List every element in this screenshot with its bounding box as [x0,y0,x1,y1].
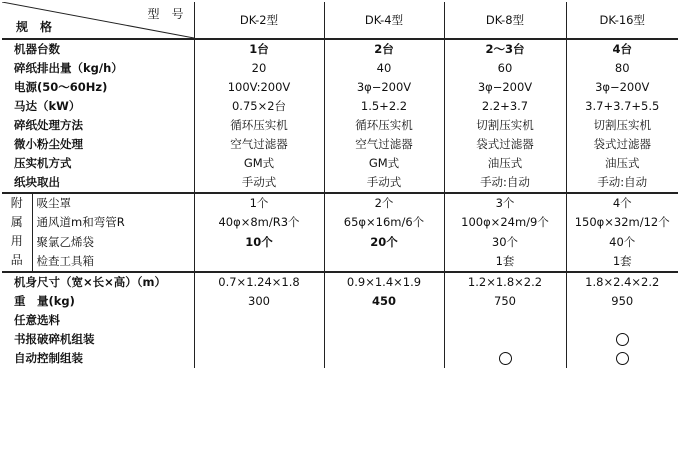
main-spec-section [2,39,678,193]
main-spec-value-cell: 3φ−200V [566,78,678,97]
accessory-value-cell: 30个 [444,232,566,251]
accessory-value-cell: 1个 [194,193,324,213]
main-spec-value-cell: 3.7+3.7+5.5 [566,97,678,116]
main-spec-value-cell: 循环压实机 [324,116,444,135]
bottom-spec-value-cell [194,311,324,330]
bottom-spec-value-cell: 300 [194,292,324,311]
circle-mark-icon [616,352,629,365]
accessory-row [2,213,678,232]
bottom-spec-value-cell [566,311,678,330]
main-spec-value-cell: 切割压实机 [444,116,566,135]
bottom-spec-value-cell: 0.7×1.24×1.8 [194,272,324,292]
accessories-group-label [2,193,32,272]
main-spec-value-cell: 2.2+3.7 [444,97,566,116]
accessory-row [2,193,678,213]
main-spec-label: 马达（kW） [14,99,81,113]
main-spec-value-cell: 0.75×2台 [194,97,324,116]
accessory-label: 检查工具箱 [32,252,194,272]
bottom-spec-value-cell [194,349,324,368]
accessory-row [2,252,678,272]
accessory-value-cell: 2个 [324,193,444,213]
accessory-label: 吸尘罩 [32,193,194,213]
bottom-spec-row [2,272,678,292]
main-spec-value-cell: GM式 [194,154,324,173]
accessory-value-cell: 1套 [566,252,678,272]
main-spec-value-cell: 2～3台 [444,39,566,59]
bottom-spec-label: 机身尺寸（宽×长×高）（m） [14,275,167,289]
bottom-spec-label: 自动控制组装 [14,351,83,365]
bottom-spec-value-cell [444,330,566,349]
bottom-spec-row [2,311,678,330]
bottom-spec-row [2,330,678,349]
bottom-spec-value-cell: 750 [444,292,566,311]
main-spec-label: 机器台数 [14,42,60,56]
bottom-spec-row [2,349,678,368]
accessory-value-cell: 1套 [444,252,566,272]
accessory-value-cell [324,252,444,272]
circle-mark-icon [499,352,512,365]
model-header-3: DK-8型 [444,2,566,39]
bottom-spec-value-cell: 1.2×1.8×2.2 [444,272,566,292]
main-spec-row [2,154,678,173]
model-header-label: 型 号 [147,7,184,21]
main-spec-row [2,116,678,135]
main-spec-value-cell: 袋式过滤器 [566,135,678,154]
main-spec-value-cell: 3φ−200V [444,78,566,97]
main-spec-label: 压实机方式 [14,156,72,170]
main-spec-row [2,78,678,97]
main-spec-value-cell: 袋式过滤器 [444,135,566,154]
main-spec-label: 碎纸排出量（kg/h） [14,61,123,75]
main-spec-label: 电源(50～60Hz) [14,80,108,94]
bottom-spec-value-cell: 950 [566,292,678,311]
spec-table [2,2,678,368]
main-spec-value-cell: 40 [324,59,444,78]
accessory-value-cell: 10个 [194,232,324,251]
bottom-spec-row [2,292,678,311]
main-spec-value-cell: 4台 [566,39,678,59]
model-header-1: DK-2型 [194,2,324,39]
accessory-row [2,232,678,251]
accessory-value-cell: 40个 [566,232,678,251]
bottom-spec-value-cell: 1.8×2.4×2.2 [566,272,678,292]
accessories-group-text: 附属用品 [10,196,23,267]
main-spec-value-cell: 油压式 [444,154,566,173]
accessory-value-cell: 4个 [566,193,678,213]
spec-header-label: 规 格 [16,20,53,34]
main-spec-value-cell: 空气过滤器 [194,135,324,154]
main-spec-row [2,59,678,78]
accessory-value-cell: 3个 [444,193,566,213]
main-spec-row [2,97,678,116]
main-spec-value-cell: 3φ−200V [324,78,444,97]
bottom-spec-value-cell [324,349,444,368]
main-spec-row [2,39,678,59]
main-spec-value-cell: 手动式 [324,173,444,193]
main-spec-value-cell: 20 [194,59,324,78]
accessory-value-cell: 40φ×8m/R3个 [194,213,324,232]
header-row [2,2,678,39]
bottom-spec-value-cell [324,330,444,349]
main-spec-label: 碎纸处理方法 [14,118,83,132]
model-header-2: DK-4型 [324,2,444,39]
main-spec-value-cell: 60 [444,59,566,78]
bottom-spec-label: 重 量(kg) [14,294,75,308]
bottom-spec-value-cell: 450 [324,292,444,311]
bottom-spec-label: 任意选料 [14,313,60,327]
main-spec-value-cell: 手动:自动 [444,173,566,193]
main-spec-value-cell: 循环压实机 [194,116,324,135]
main-spec-label: 纸块取出 [2,173,194,193]
accessory-value-cell: 20个 [324,232,444,251]
main-spec-value-cell: 手动式 [194,173,324,193]
main-spec-value-cell: 切割压实机 [566,116,678,135]
main-spec-value-cell: 1台 [194,39,324,59]
accessory-value-cell: 100φ×24m/9个 [444,213,566,232]
main-spec-row [2,135,678,154]
bottom-spec-option-cell [566,330,678,349]
main-spec-row [2,173,678,193]
accessory-value-cell: 150φ×32m/12个 [566,213,678,232]
main-spec-value-cell: 100V:200V [194,78,324,97]
bottom-spec-option-cell [444,349,566,368]
main-spec-value-cell: 1.5+2.2 [324,97,444,116]
bottom-spec-value-cell [444,311,566,330]
main-spec-value-cell: 手动:自动 [566,173,678,193]
accessory-value-cell [194,252,324,272]
main-spec-value-cell: 2台 [324,39,444,59]
model-header-4: DK-16型 [566,2,678,39]
bottom-spec-value-cell [194,330,324,349]
main-spec-value-cell: 油压式 [566,154,678,173]
circle-mark-icon [616,333,629,346]
bottom-spec-value-cell [324,311,444,330]
accessory-value-cell: 65φ×16m/6个 [324,213,444,232]
accessory-label: 通风道m和弯管R [32,213,194,232]
main-spec-value-cell: GM式 [324,154,444,173]
main-spec-label: 微小粉尘处理 [14,137,83,151]
bottom-spec-value-cell: 0.9×1.4×1.9 [324,272,444,292]
bottom-spec-label: 书报破碎机组装 [14,332,95,346]
bottom-spec-option-cell [566,349,678,368]
accessory-label: 聚氯乙烯袋 [32,232,194,251]
main-spec-value-cell: 空气过滤器 [324,135,444,154]
header-corner-cell [2,2,194,39]
accessories-section [2,193,678,272]
dimensions-options-section [2,272,678,368]
main-spec-value-cell: 80 [566,59,678,78]
